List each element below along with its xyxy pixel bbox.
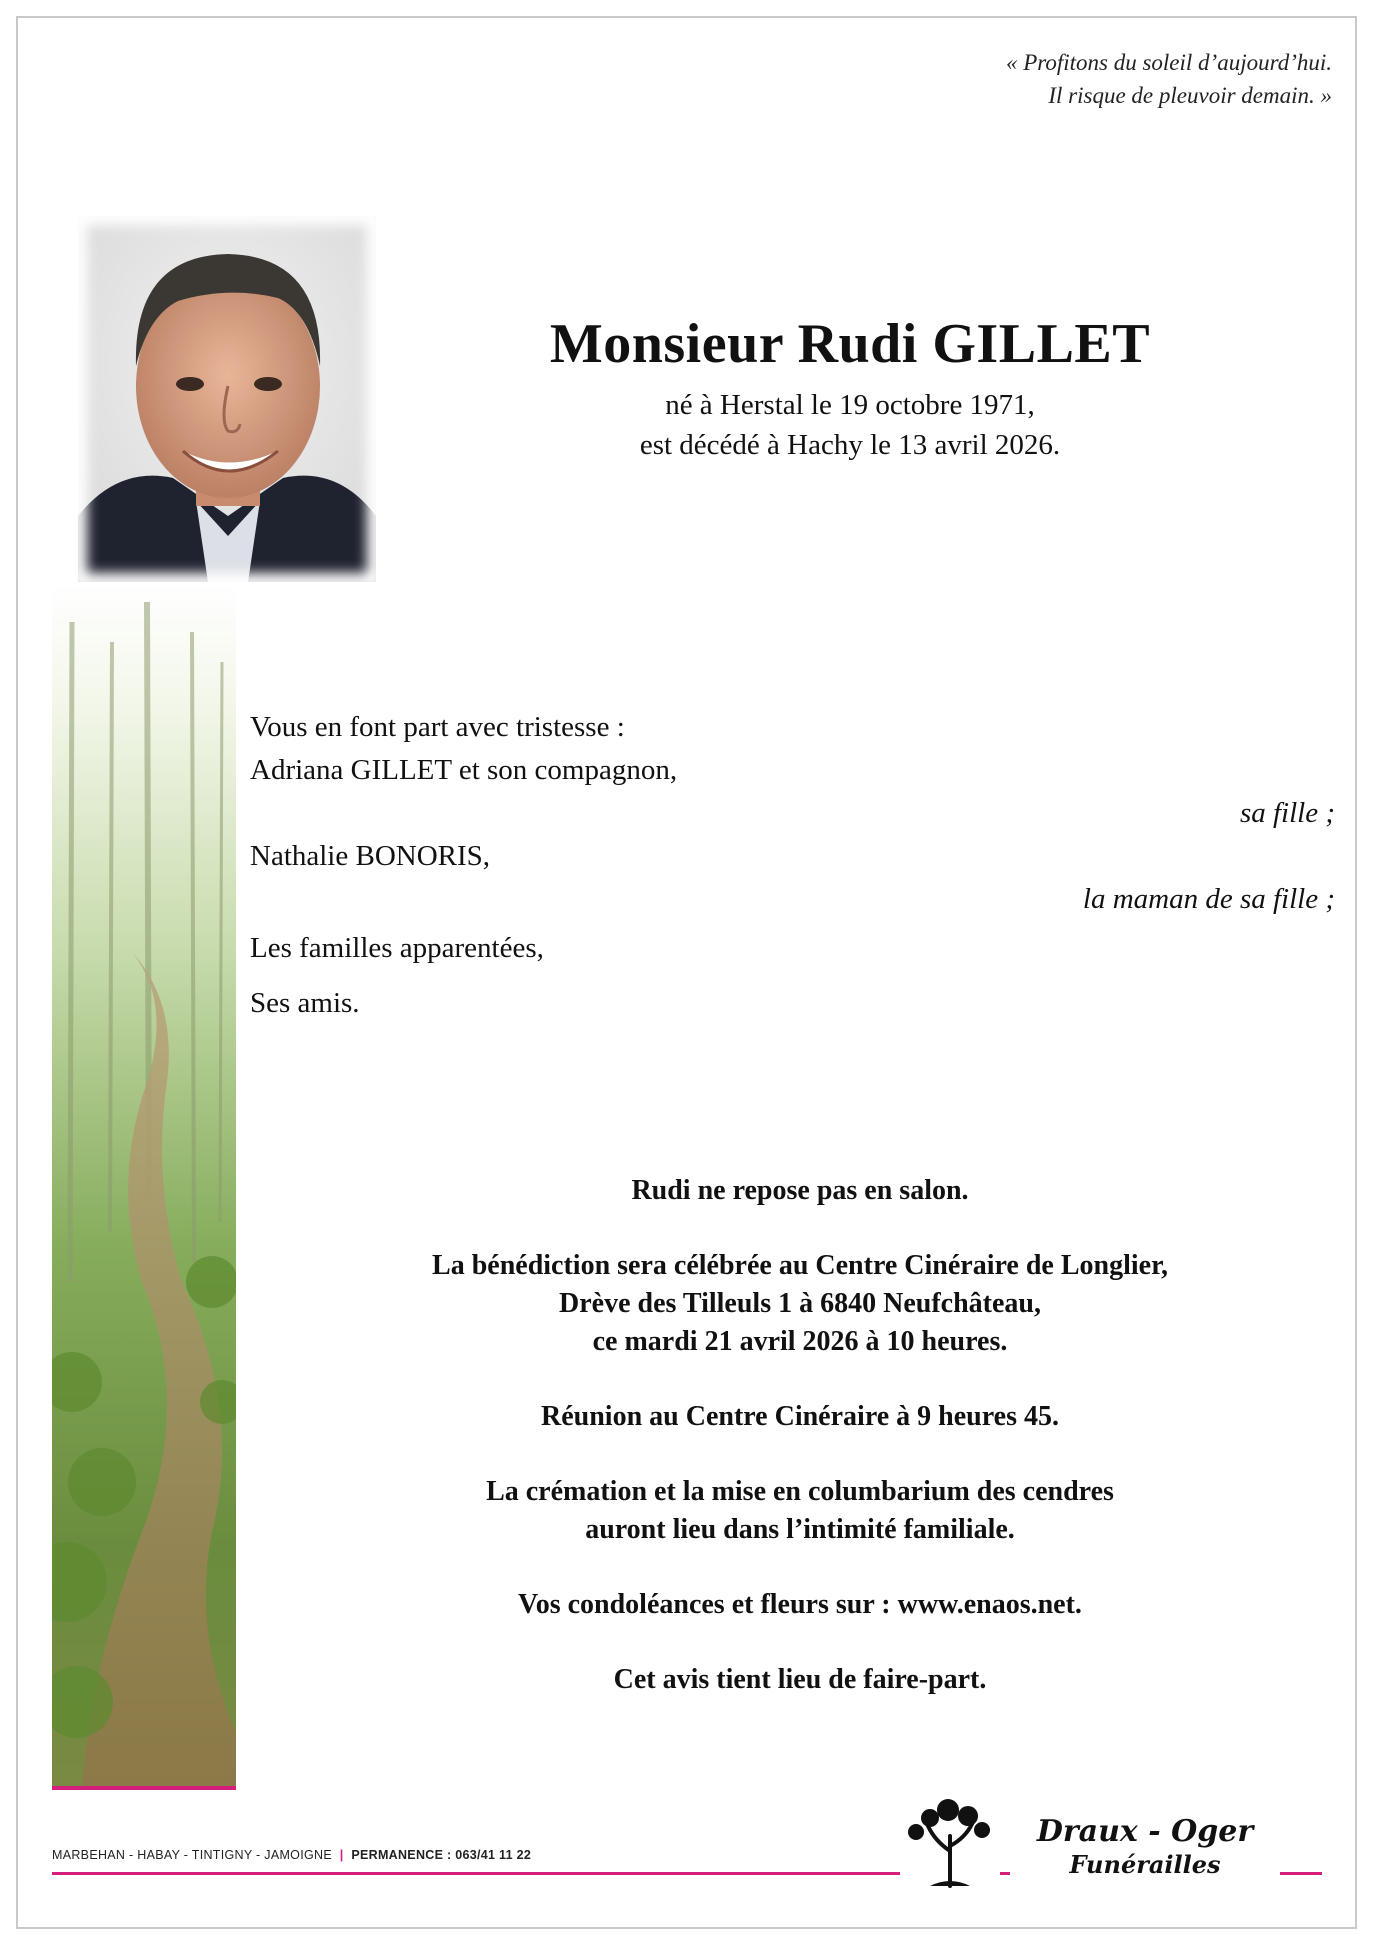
cremation-line-1: La crémation et la mise en columbarium des cendres xyxy=(486,1476,1114,1507)
notice-info: Cet avis tient lieu de faire-part. xyxy=(613,1664,987,1695)
ceremony-line-3: ce mardi 21 avril 2026 à 10 heures. xyxy=(592,1326,1008,1357)
brand-line-2: Funérailles xyxy=(1069,1850,1221,1879)
epigraph-quote xyxy=(1006,46,1332,112)
death-line: est décédé à Hachy le 13 avril 2026. xyxy=(639,429,1061,461)
ceremony-line-2: Drève des Tilleuls 1 à 6840 Neufchâteau, xyxy=(559,1288,1041,1319)
family-member-4: Ses amis. xyxy=(250,987,360,1019)
quote-line-2: Il risque de pleuvoir demain. » xyxy=(1048,83,1332,108)
forest-path-image xyxy=(52,582,236,1786)
footer-permanence: PERMANENCE : 063/41 11 22 xyxy=(351,1848,532,1862)
birth-line: né à Herstal le 19 octobre 1971, xyxy=(665,389,1035,421)
ceremony-line-1: La bénédiction sera célébrée au Centre Cinéraire de Longlier, xyxy=(432,1250,1168,1281)
cremation-line-2: auront lieu dans l’intimité familiale. xyxy=(585,1514,1015,1545)
footer-locations: MARBEHAN - HABAY - TINTIGNY - JAMOIGNE xyxy=(52,1848,332,1862)
salon-note: Rudi ne repose pas en salon. xyxy=(631,1175,969,1206)
cremation-info xyxy=(300,1473,1300,1549)
tree-logo-icon xyxy=(900,1796,1000,1888)
family-announcement xyxy=(250,706,1335,1031)
family-member-3: Les familles apparentées, xyxy=(250,932,544,964)
family-member-2: Nathalie BONORIS, xyxy=(250,840,491,872)
funeral-details xyxy=(300,1172,1300,1736)
ceremony-info xyxy=(300,1247,1300,1361)
family-intro: Vous en font part avec tristesse : xyxy=(250,711,625,743)
family-member-1: Adriana GILLET et son compagnon, xyxy=(250,754,678,786)
meeting-info: Réunion au Centre Cinéraire à 9 heures 45. xyxy=(541,1401,1059,1432)
condolences-info: Vos condoléances et fleurs sur : www.enaos.net. xyxy=(518,1589,1082,1620)
life-dates xyxy=(440,385,1260,465)
quote-line-1: « Profitons du soleil d’aujourd’hui. xyxy=(1005,50,1332,75)
brand-logo-text xyxy=(1010,1814,1280,1880)
brand-line-1: Draux - Oger xyxy=(1036,1814,1254,1849)
forest-accent-line xyxy=(52,1786,236,1790)
family-member-1-relation: sa fille ; xyxy=(1239,797,1335,829)
family-member-2-relation: la maman de sa fille ; xyxy=(1082,883,1335,915)
footer-contact xyxy=(52,1848,531,1862)
footer-separator: | xyxy=(339,1848,344,1862)
portrait-photo xyxy=(78,216,376,582)
deceased-name: Monsieur Rudi GILLET xyxy=(549,313,1151,375)
